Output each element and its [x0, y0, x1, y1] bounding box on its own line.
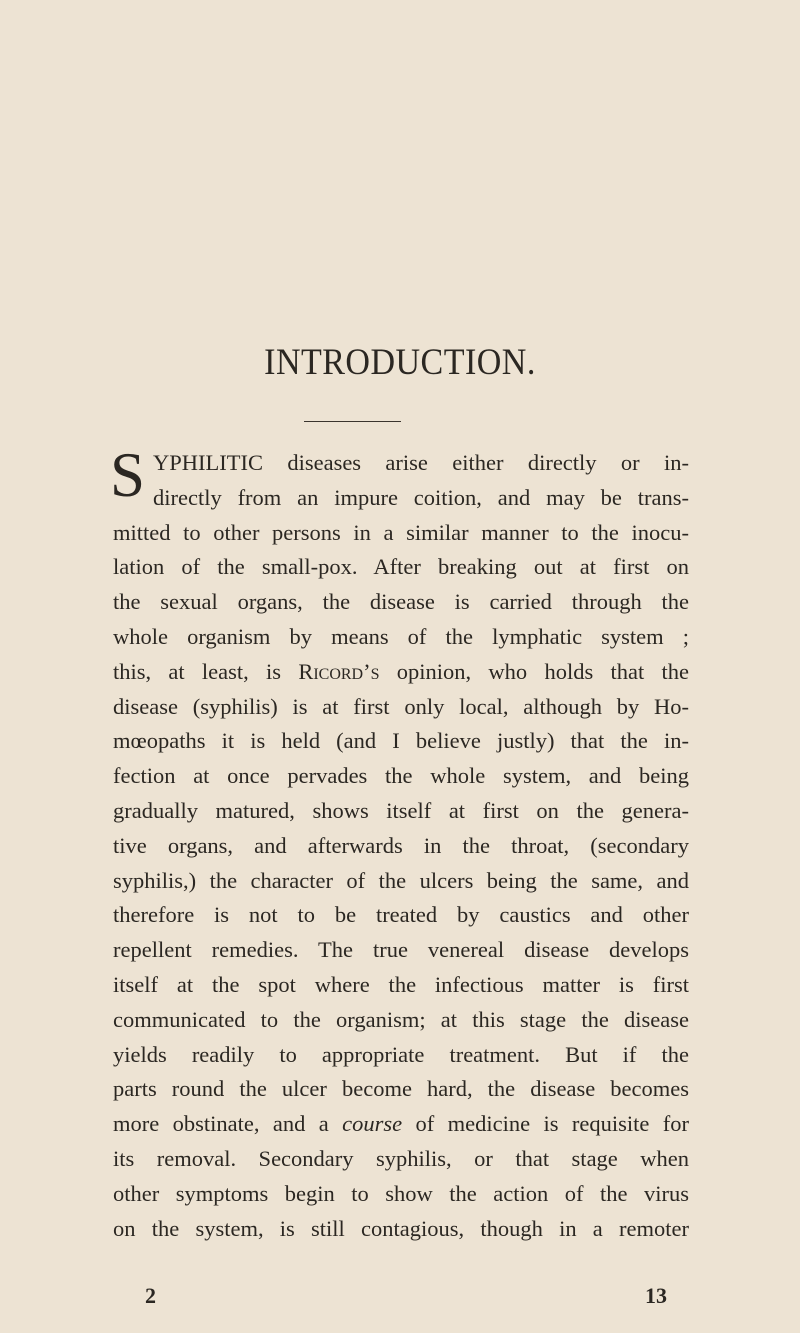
text-line-18: yields readily to appropriate treatment. But if the [113, 1041, 689, 1067]
author-name-ricord: Ricord’s [298, 658, 380, 684]
text-line-20 [113, 1107, 689, 1142]
text-line-7-end: opinion, who holds that the [379, 658, 689, 684]
text-line-17: communicated to the organism; at this stage the disease [113, 1006, 689, 1032]
body-text [110, 440, 689, 1246]
text-line-6: whole organism by means of the lymphatic system ; [113, 623, 689, 649]
drop-cap: S [110, 440, 146, 510]
text-line-2: directly from an impure coition, and may be trans- [153, 484, 689, 510]
text-line-9: mœopaths it is held (and I believe justly) that the in- [113, 728, 689, 754]
text-line-4: lation of the small-pox. After breaking out at first on [113, 554, 689, 580]
text-line-15: repellent remedies. The true venereal disease develops [113, 937, 689, 963]
text-line-22: other symptoms begin to show the action of the virus [113, 1180, 689, 1206]
text-line-7 [113, 655, 689, 690]
text-line-8: disease (syphilis) is at first only local, although by Ho- [113, 693, 689, 719]
text-line-5: the sexual organs, the disease is carried through the [113, 589, 689, 615]
text-line-23: on the system, is still contagious, though in a remoter [113, 1215, 689, 1241]
text-line-11: gradually matured, shows itself at first on the genera- [113, 797, 689, 823]
italic-course: course [342, 1111, 403, 1137]
chapter-heading: INTRODUCTION. [264, 342, 536, 383]
text-line-20-end: of medicine is requisite for [402, 1111, 689, 1137]
page-number: 13 [645, 1283, 667, 1308]
text-line-21: its removal. Secondary syphilis, or that stage when [113, 1145, 689, 1171]
text-line-10: fection at once pervades the whole system, and being [113, 763, 689, 789]
text-line-14: therefore is not to be treated by caustics and other [113, 902, 689, 928]
text-line-19: parts round the ulcer become hard, the disease becomes [113, 1076, 689, 1102]
text-line-16: itself at the spot where the infectious matter is first [113, 971, 689, 997]
text-line-3: mitted to other persons in a similar manner to the inocu- [113, 519, 689, 545]
text-line-1: YPHILITIC diseases arise either directly or in- [153, 450, 689, 475]
text-line-13: syphilis,) the character of the ulcers being the same, and [113, 867, 689, 893]
text-line-12: tive organs, and afterwards in the throat, (secondary [113, 832, 689, 858]
text-line-7-start: this, at least, is [113, 658, 299, 684]
signature-mark: 2 [145, 1283, 156, 1308]
text-line-20-start: more obstinate, and a [113, 1111, 343, 1137]
heading-rule [304, 421, 401, 422]
